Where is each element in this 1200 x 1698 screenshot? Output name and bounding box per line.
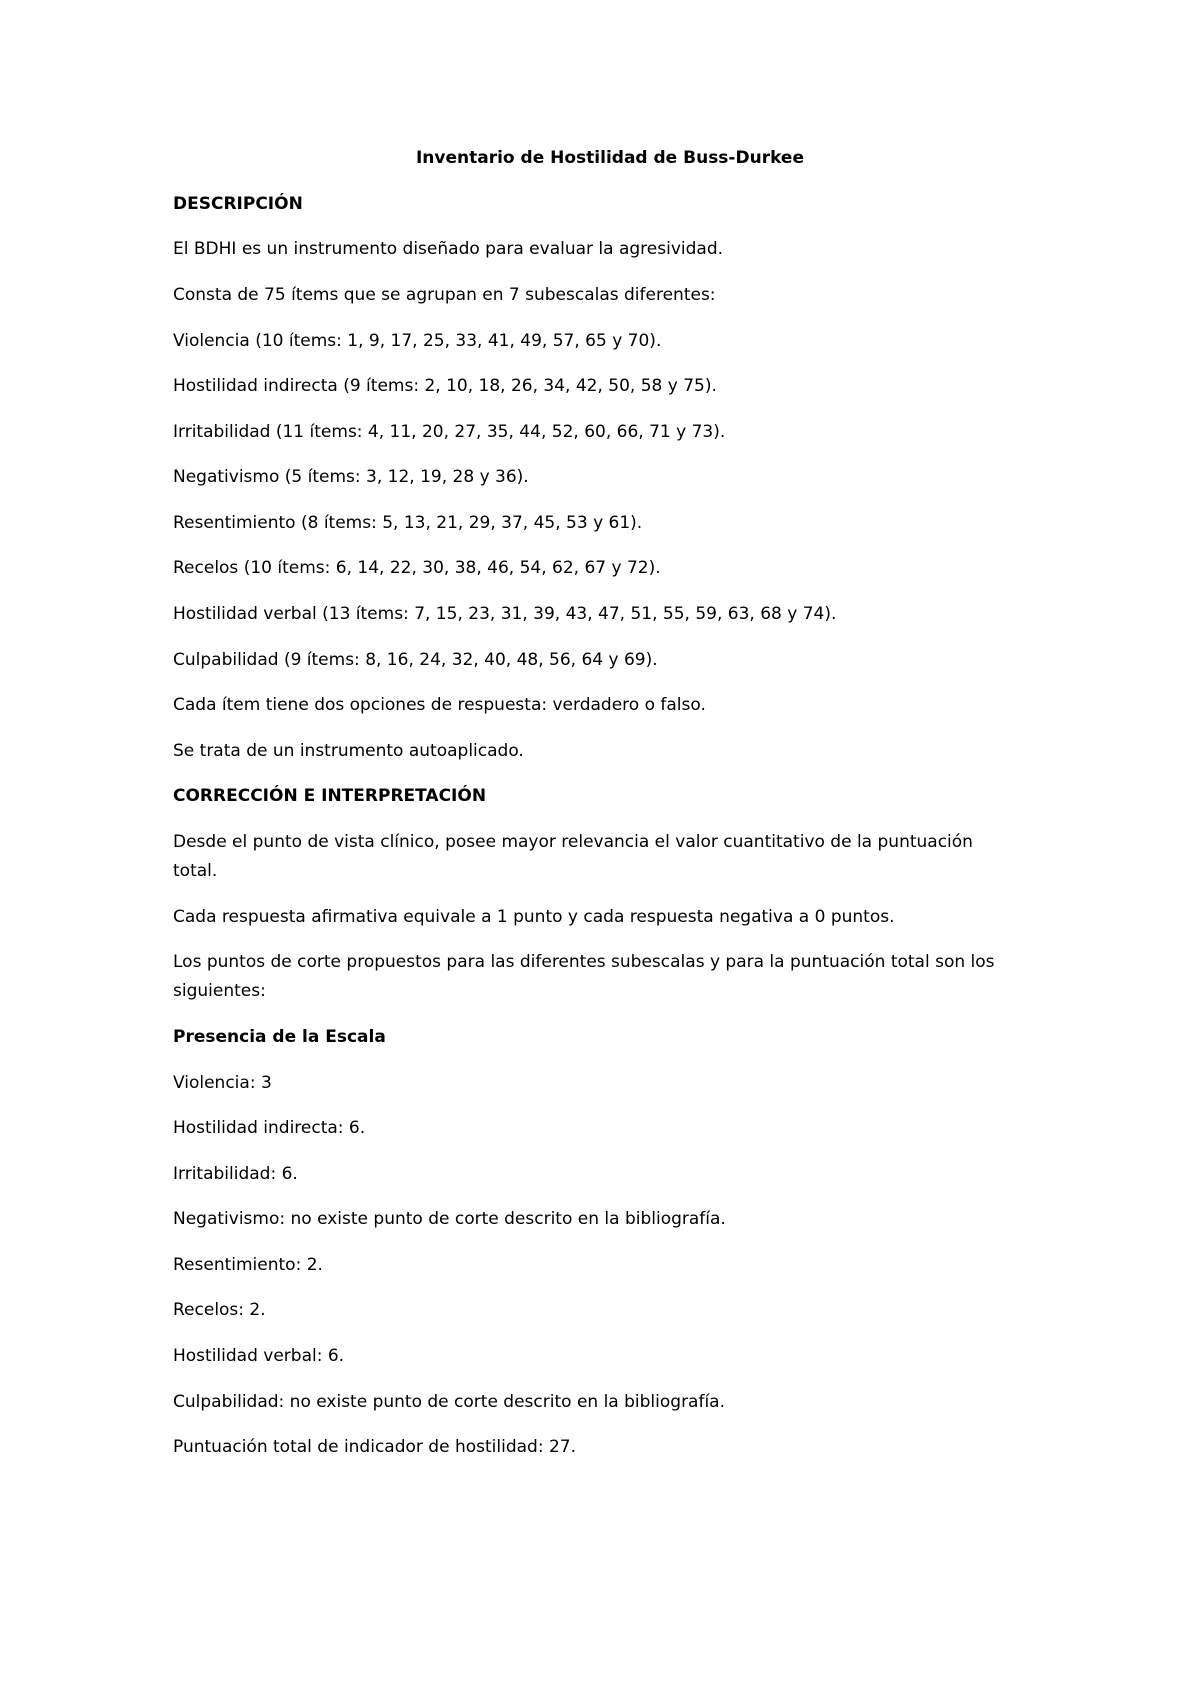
clinical-paragraph-line2: total. — [173, 861, 218, 881]
structure-paragraph: Consta de 75 ítems que se agrupan en 7 subescalas diferentes: — [173, 285, 716, 305]
subscale-item: Recelos (10 ítems: 6, 14, 22, 30, 38, 46, 54, 62, 67 y 72). — [173, 558, 661, 578]
intro-paragraph: El BDHI es un instrumento diseñado para evaluar la agresividad. — [173, 239, 724, 259]
clinical-paragraph-line1: Desde el punto de vista clínico, posee mayor relevancia el valor cuantitativo de la puntuación — [173, 832, 973, 852]
response-options-paragraph: Cada ítem tiene dos opciones de respuesta: verdadero o falso. — [173, 695, 706, 715]
subscale-item: Hostilidad verbal (13 ítems: 7, 15, 23, 31, 39, 43, 47, 51, 55, 59, 63, 68 y 74). — [173, 604, 837, 624]
cutoff-item: Recelos: 2. — [173, 1300, 266, 1320]
presencia-heading: Presencia de la Escala — [173, 1027, 386, 1047]
document-title: Inventario de Hostilidad de Buss-Durkee — [415, 148, 804, 168]
subscale-item: Culpabilidad (9 ítems: 8, 16, 24, 32, 40, 48, 56, 64 y 69). — [173, 650, 658, 670]
self-applied-paragraph: Se trata de un instrumento autoaplicado. — [173, 741, 524, 761]
subscale-item: Negativismo (5 ítems: 3, 12, 19, 28 y 36). — [173, 467, 529, 487]
subscale-item: Irritabilidad (11 ítems: 4, 11, 20, 27, 35, 44, 52, 60, 66, 71 y 73). — [173, 422, 726, 442]
subscale-item: Resentimiento (8 ítems: 5, 13, 21, 29, 37, 45, 53 y 61). — [173, 513, 643, 533]
cutoffs-paragraph-line1: Los puntos de corte propuestos para las diferentes subescalas y para la puntuación total son los — [173, 952, 995, 972]
subscale-item: Violencia (10 ítems: 1, 9, 17, 25, 33, 41, 49, 57, 65 y 70). — [173, 331, 662, 351]
cutoff-item: Hostilidad verbal: 6. — [173, 1346, 345, 1366]
descripcion-heading: DESCRIPCIÓN — [173, 194, 303, 214]
subscale-item: Hostilidad indirecta (9 ítems: 2, 10, 18, 26, 34, 42, 50, 58 y 75). — [173, 376, 717, 396]
cutoffs-paragraph-line2: siguientes: — [173, 981, 266, 1001]
correccion-heading: CORRECCIÓN E INTERPRETACIÓN — [173, 786, 487, 806]
scoring-paragraph: Cada respuesta afirmativa equivale a 1 punto y cada respuesta negativa a 0 puntos. — [173, 907, 895, 927]
cutoff-item: Irritabilidad: 6. — [173, 1164, 298, 1184]
cutoff-item: Culpabilidad: no existe punto de corte descrito en la bibliografía. — [173, 1392, 726, 1412]
cutoff-item: Resentimiento: 2. — [173, 1255, 323, 1275]
cutoff-item: Negativismo: no existe punto de corte descrito en la bibliografía. — [173, 1209, 726, 1229]
cutoff-item: Hostilidad indirecta: 6. — [173, 1118, 366, 1138]
total-cutoff-item: Puntuación total de indicador de hostilidad: 27. — [173, 1437, 576, 1457]
cutoff-item: Violencia: 3 — [173, 1073, 272, 1093]
